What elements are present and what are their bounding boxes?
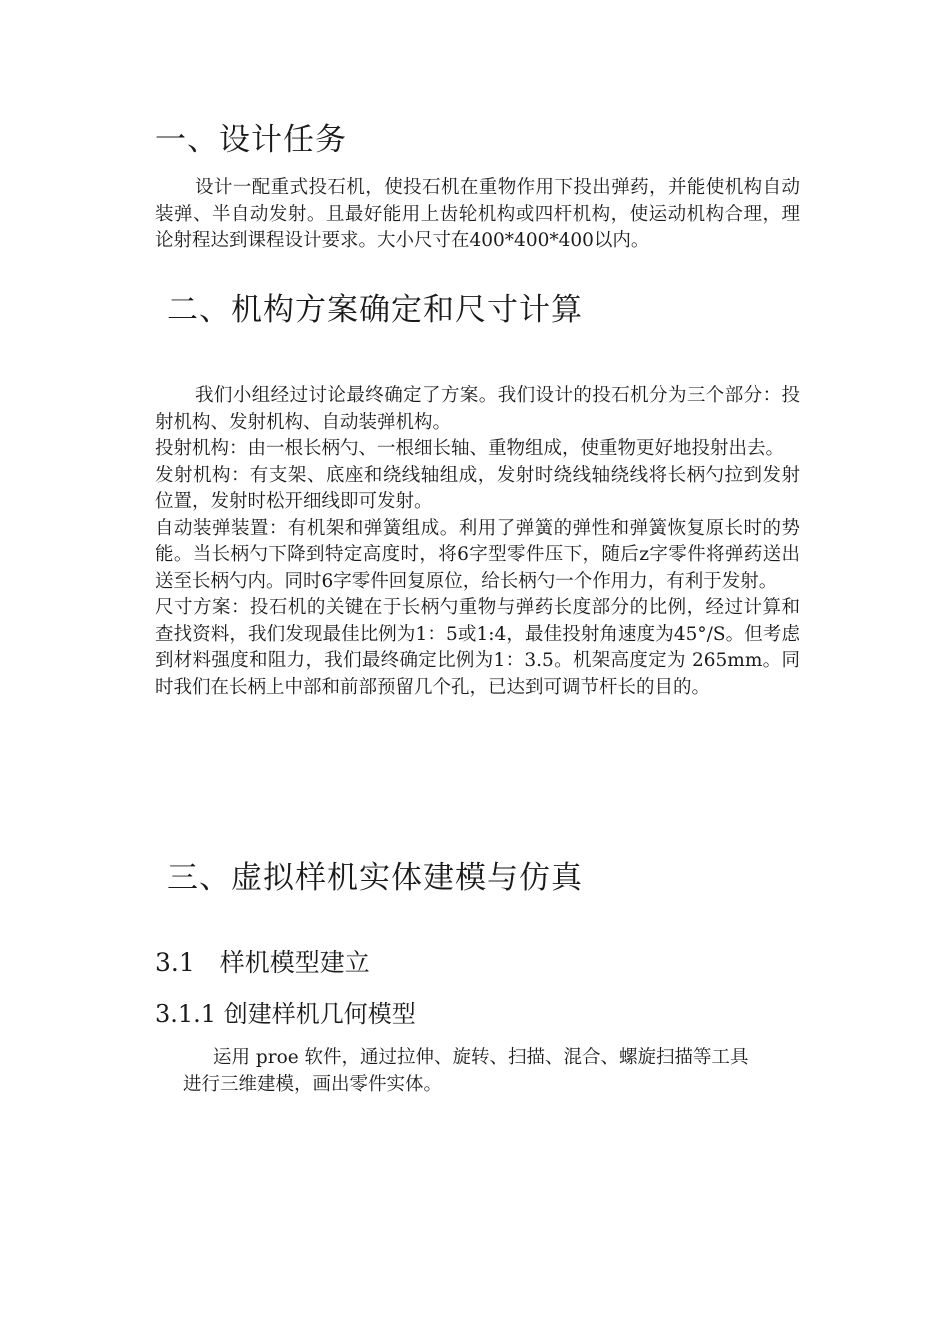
- section-2-title: 二、机构方案确定和尺寸计算: [167, 292, 583, 328]
- subsection-3-1-1-title: 3.1.1 创建样机几何模型: [155, 1000, 416, 1028]
- section-2-body: [155, 383, 800, 701]
- paragraph: 投射机构：由一根长柄勺、一根细长轴、重物组成，使重物更好地投射出去。: [155, 438, 785, 459]
- section-3-title: 三、虚拟样机实体建模与仿真: [167, 860, 583, 896]
- paragraph: 我们小组经过讨论最终确定了方案。我们设计的投石机分为三个部分：投射机构、发射机构、自动装弹机构。: [155, 385, 800, 433]
- section-1-body: [155, 175, 800, 255]
- paragraph: 设计一配重式投石机，使投石机在重物作用下投出弹药，并能使机构自动装弹、半自动发射。且最好能用上齿轮机构或四杆机构，使运动机构合理，理论射程达到课程设计要求。大小尺寸在400*400*400以内。: [155, 177, 800, 251]
- paragraph: 自动装弹装置：有机架和弹簧组成。利用了弹簧的弹性和弹簧恢复原长时的势能。当长柄勺下降到特定高度时，将6字型零件压下，随后z字零件将弹药送出送至长柄勺内。同时6字零件回复原位，给长柄勺一个作用力，有利于发射。: [155, 517, 800, 592]
- paragraph: 运用 proe 软件，通过拉伸、旋转、扫描、混合、螺旋扫描等工具: [213, 1047, 749, 1068]
- section-3-body: [155, 1045, 800, 1098]
- section-1-title: 一、设计任务: [155, 122, 347, 158]
- paragraph: 尺寸方案：投石机的关键在于长柄勺重物与弹药长度部分的比例，经过计算和查找资料，我们发现最佳比例为1：5或1:4，最佳投射角速度为45°/S。但考虑到材料强度和阻力，我们最终确定比例为1：3.5。机架高度定为 265mm。同时我们在长柄上中部和前部预留几个孔，已达到可调节杆长的目的。: [155, 597, 800, 698]
- paragraph: 进行三维建模，画出零件实体。: [183, 1073, 443, 1095]
- paragraph: 发射机构：有支架、底座和绕线轴组成，发射时绕线轴绕线将长柄勺拉到发射位置，发射时松开细线即可发射。: [155, 464, 800, 512]
- subsection-3-1-title: 3.1 样机模型建立: [155, 948, 370, 977]
